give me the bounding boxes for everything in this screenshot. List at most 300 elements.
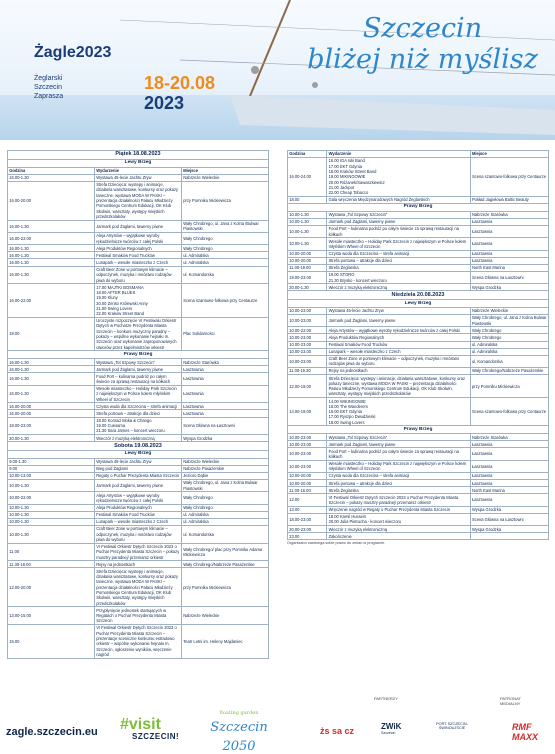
event-time: 13.00-15.00 (8, 607, 95, 625)
event-description: Jarmark pod Żaglami, tawerny piwne (327, 441, 470, 448)
event-time: 16.00-24.00 (288, 158, 327, 197)
event-place: Łasztownia (470, 257, 548, 264)
event-place: Wały Chrobrego/ plac przy Pomniku Adama Mickiewicza (182, 543, 269, 561)
schedule-row (8, 561, 269, 568)
schedule-row (288, 526, 549, 533)
event-description: Strefa Żeglarska (327, 264, 470, 271)
zagle-logo: Żagle2023 (34, 44, 112, 61)
event-description: Aleja Artystów – wyjątkowe wyroby rękodzielnicze twórców z całej Polski (327, 327, 470, 334)
event-time: 10.00-23.00 (288, 315, 327, 327)
schedule-row (288, 348, 549, 355)
schedule-row (8, 259, 269, 266)
event-time: 10.00-23.00 (288, 341, 327, 348)
event-place: Łasztownia (182, 403, 269, 410)
event-place: Plac Solidarności (182, 317, 269, 351)
event-place: Łasztownia (182, 410, 269, 417)
event-description: Jarmark pod Żaglami, tawerny piwne (327, 315, 470, 327)
event-time: 16.00-1.30 (8, 245, 95, 252)
partner-zwik-sub: Szczecin (381, 731, 396, 735)
event-description: Strefa portowa – atrakcje dla dzieci (327, 480, 470, 487)
event-time: 10.00-1.30 (8, 518, 95, 525)
schedule-row (8, 410, 269, 417)
schedule-row (288, 494, 549, 506)
event-description: Wystawa 45-lecie Jachtu Zryw (327, 307, 470, 314)
event-description: Food Port – kulinarna podróż po całym świecie za sprawą restauracji na kółkach (327, 448, 470, 460)
schedule-row (288, 506, 549, 513)
schedule-row (8, 518, 269, 525)
schedule-row (8, 317, 269, 351)
event-place: Wały Chrobrego, ul. Jana z Kolna /Bulwar Piastowski (182, 220, 269, 232)
event-time: 16.00-1.30 (8, 366, 95, 373)
brand-line: Zaprasza (34, 93, 64, 100)
event-time: 11.00-15.30 (288, 368, 327, 375)
event-description: 16.00 IGA Iski Band 17.00 EKT Gdynia 18.00 Kraków Street Band 19.00 MIKINGOWIE 20.00 Różanek/Sawaszkiewicz 21.00 Jackpot 22.00 Cheap Tobacco (327, 158, 470, 197)
event-description: Strefa Dziecięca: wystepy i animacje, działania warsztatowe, konkursy oraz pokazy taneczne, wystawa MODA W PASKI – prezentacja działalności Pałacu Młodzieży Pomorskiego Centrum Edukacji, OK Klub Skolwin, warsztaty, występy miejskich przedszkolaków (95, 568, 182, 607)
event-description: Wieczór z muzyką elektroniczną (327, 526, 470, 533)
event-description: Craft Beer Zone w portowym klimacie – odpoczynek, muzyka i mnóstwo rodzajów piwa do wyboru (95, 526, 182, 544)
event-time: 16.00-20.00 (8, 403, 95, 410)
event-place: Scena szantowo-folkowa przy Centaurze (470, 158, 548, 197)
event-description: Jarmark pod Żaglami, tawerny piwne (327, 218, 470, 225)
event-description: Czysta woda dla Szczecina – strefa animacji (327, 473, 470, 480)
schedule-row (8, 526, 269, 544)
event-description: Wesołe miasteczko – Holiday Park Szczecin z największym w Polsce kołem młyńskim Wheel of Szczecin (327, 238, 470, 250)
schedule-row (8, 220, 269, 232)
schedule-row (8, 504, 269, 511)
schedule-row (288, 368, 549, 375)
event-place: Łasztownia (470, 225, 548, 237)
event-time: 16.00-20.00 (8, 181, 95, 220)
event-description: 18.00 Konrad Słoka & Chango 19.00 Cuesama 21.30 Sara James – koncert wieczoru (95, 417, 182, 435)
schedule-row (288, 533, 549, 540)
event-description: Lunapark – wesołe miasteczko z Czech (327, 348, 470, 355)
schedule-row (8, 568, 269, 607)
event-description: Wesołe miasteczko – Holiday Park Szczecin z największym w Polsce kołem młyńskim Wheel of Szczecin (95, 385, 182, 403)
event-place (470, 533, 548, 540)
campaign-title (300, 14, 545, 76)
schedule-row (288, 375, 549, 398)
schedule-row (8, 435, 269, 442)
schedule-row (288, 271, 549, 283)
event-place: Łasztownia (182, 366, 269, 373)
event-time: 12.00 (288, 494, 327, 506)
event-place: Scena szantowo-folkowa przy Centaurze (182, 284, 269, 318)
event-place: Nabrzeże Starówka (470, 211, 548, 218)
event-place: Nabrzeże Wieleckie (182, 174, 269, 181)
schedule-row (8, 492, 269, 504)
event-place: ul. Komandorska (182, 266, 269, 284)
zone-header (288, 426, 549, 434)
schedule-row (8, 624, 269, 658)
schedule-row (288, 315, 549, 327)
column-header-event: Wydarzenie (327, 151, 470, 158)
schedule-row (288, 441, 549, 448)
event-time: 10.00-1.30 (288, 238, 327, 250)
floating-garden-caption: floating garden (219, 710, 259, 716)
event-description: Festiwal Smaków Food Trucków (95, 511, 182, 518)
event-description: Aleja Produktów Regionalnych (95, 504, 182, 511)
event-description: Gala wręczenia Międzynarodowych Nagród Żeglarskich (327, 196, 470, 203)
zone-header (8, 351, 269, 359)
schedule-row (288, 460, 549, 472)
event-time: 10.00-23.00 (288, 334, 327, 341)
brand-tagline (34, 74, 63, 101)
schedule-row (8, 511, 269, 518)
schedule-row (288, 398, 549, 426)
schedule-row (288, 355, 549, 367)
floating-garden-wordmark: Szczecin 2050 (210, 720, 268, 754)
zone-label: Lewy Brzeg (288, 300, 549, 308)
event-description: Rejsy na jednostkach (327, 368, 470, 375)
event-place: Łasztownia (470, 441, 548, 448)
schedule-row (8, 266, 269, 284)
event-place: Scena Główna na Łasztowni (470, 271, 548, 283)
zone-header (8, 451, 269, 459)
media-logo-rmf: RMF MAXX (512, 722, 539, 742)
event-time: 10.00-1.30 (8, 480, 95, 492)
event-place: Nabrzeże Pasażerskie (182, 465, 269, 472)
campaign-title-line1: Szczecin (362, 13, 483, 44)
schedule-row (288, 513, 549, 525)
event-description: Food Port – kulinarna podróż po całym świecie za sprawą restauracji na kółkach (95, 373, 182, 385)
event-description: Wystawa 45-lecie Jachtu Zryw (95, 458, 182, 465)
event-place: Wyspa Grodzka (470, 506, 548, 513)
schedule-row (8, 366, 269, 373)
event-time: 19.00-23.00 (288, 271, 327, 283)
zone-header (288, 300, 549, 308)
day-header (288, 291, 549, 300)
schedule-row (8, 480, 269, 492)
event-time: 13.00 (288, 506, 327, 513)
zone-label: Prawy Brzeg (288, 204, 549, 212)
event-time: 23.00 (288, 533, 327, 540)
schedule-row (8, 359, 269, 366)
event-place: Wały Chrobrego (470, 327, 548, 334)
event-description: VI Festiwal Orkiestr Dętych Szczecin 2023 o Puchar Prezydenta Miasta Szczecin – pokazy musztry paradnej/ przemarsz orkiestr (95, 543, 182, 561)
partner-logo-zwik (381, 722, 401, 735)
schedule-row (8, 543, 269, 561)
event-description: Wręczenie nagród w Regaty o Puchar Prezydenta Miasta Szczecin (327, 506, 470, 513)
event-dates: 18-20.08 (144, 73, 216, 93)
zone-label: Prawy Brzeg (288, 426, 549, 434)
event-description: Lunapark – wesołe miasteczko z Czech (95, 518, 182, 525)
event-place: Łasztownia (470, 494, 548, 506)
event-place: przy Pomniku Mickiewicza (470, 375, 548, 398)
schedule-table-left (8, 151, 269, 659)
schedule-row (288, 238, 549, 250)
event-time: 10.00-1.30 (288, 218, 327, 225)
event-description: Czysta woda dla Szczecina – strefa animacji (327, 250, 470, 257)
event-place: Wały Chrobrego, ul. Jana z Kolna Bulwar Piastowski (470, 315, 548, 327)
event-place: Wały Chrobrego (182, 504, 269, 511)
schedule-row (288, 158, 549, 197)
event-time: 9.00 (8, 465, 95, 472)
event-time: 12.00-20.00 (8, 568, 95, 607)
schedule-row (288, 225, 549, 237)
event-place: Wały Chrobrego, ul. Jana z Kolna Bulwar Piastowski (182, 480, 269, 492)
event-place: Wały Chrobrego (182, 492, 269, 504)
event-place: Łasztownia (470, 473, 548, 480)
media-patron-label: PATRONAT MEDIALNY (500, 696, 521, 706)
schedule-column-left (7, 150, 269, 659)
schedule-row (288, 448, 549, 460)
event-time: 16.00-1.30 (8, 220, 95, 232)
schedule-row (8, 607, 269, 625)
partner-logo-port: PORT SZCZECIN-ŚWINOUJŚCIE (436, 722, 468, 730)
event-description: Aleja Produktów Regionalnych (327, 334, 470, 341)
schedule-row (288, 327, 549, 334)
visit-city: SZCZECIN! (132, 732, 180, 741)
event-time: 16.00-1.30 (8, 385, 95, 403)
event-place: Łasztownia (470, 480, 548, 487)
partner-zwik-name: ZWiK (381, 722, 402, 731)
zone-label: Lewy Brzeg (8, 451, 269, 459)
event-place: North East Marina (470, 487, 548, 494)
event-place: Łasztownia (470, 250, 548, 257)
event-place: Łasztownia (182, 373, 269, 385)
event-time: 10.00-13.00 (8, 472, 95, 479)
event-time: 10.00-1.30 (8, 504, 95, 511)
schedule-row (288, 196, 549, 203)
event-place: ul. Admiralska (182, 252, 269, 259)
event-time: 10.00-1.30 (288, 211, 327, 218)
event-time: 10.00-23.00 (288, 460, 327, 472)
event-description: Wesołe miasteczko – Holiday Park Szczecin z największym w Polsce kołem młyńskim Wheel of Szczecin (327, 460, 470, 472)
event-description: Wystawa „Tol Szpowy Szczecin” (327, 211, 470, 218)
day-header (8, 151, 269, 160)
schedule-table-right (288, 151, 549, 540)
event-place: Nabrzeże Wieleckie (470, 307, 548, 314)
event-place: przy Pomniku Mickiewicza (182, 181, 269, 220)
day-label: Sobota 19.08.2023 (8, 442, 269, 451)
event-time: 15.00 (8, 624, 95, 658)
event-time: 16.00-1.30 (8, 266, 95, 284)
event-place: Wyspa Grodzka (470, 284, 548, 291)
event-description: Przypłynięcie jednostek startujących w Regatach o Puchar Prezydenta Miasta Szczecin (95, 607, 182, 625)
schedule-row (288, 334, 549, 341)
event-place: Nabrzeże Starówka (182, 359, 269, 366)
schedule-row (288, 284, 549, 291)
brand-line: Żeglarski (34, 75, 63, 82)
event-place: Jezioro Dąbie (182, 472, 269, 479)
event-place: Wały Chrobrego (470, 334, 548, 341)
schedule-row (288, 250, 549, 257)
event-time: 16.00-1.30 (8, 259, 95, 266)
zone-header (8, 159, 269, 167)
event-year: 2023 (144, 93, 185, 113)
day-label: Piątek 18.08.2023 (8, 151, 269, 160)
schedule-row (288, 487, 549, 494)
event-description: 17.00 MAJTKI BOSMANA 18.00 AFTER BLUES 19.00 Kluny 20.00 Zenito Królewski Anny 21.00 Swing Lovers 22.00 Kraków Street Band (95, 284, 182, 318)
brand-line: Szczecin (34, 84, 63, 91)
zone-label: Prawy Brzeg (8, 351, 269, 359)
schedule-row (8, 403, 269, 410)
event-place: Nabrzeże Wieleckie (182, 458, 269, 465)
event-description: Craft Beer Zone w portowym klimacie – odpoczynek, muzyka i mnóstwo rodzajów piwa do wyboru (95, 266, 182, 284)
event-description: Strefa Dziecięca: wystepy i animacje, działania warsztatowe, konkursy oraz pokazy taneczne, wystawa MODA W PASKI – prezentacja działalności Pałacu Młodzieży Pomorskiego Centrum Edukacji, OK Klub Skolwin, warsztaty, występy miejskich przedszkolaków (327, 375, 470, 398)
event-description: Festiwal Smaków Food Trucków (327, 341, 470, 348)
event-description: Regaty o Puchar Prezydenta Miasta Szczecin (95, 472, 182, 479)
event-place: Łasztownia (182, 385, 269, 403)
schedule-row (8, 373, 269, 385)
event-description: Wystawa „Tol Szpowy Szczecin” (327, 434, 470, 441)
event-time: 12.00-19.00 (288, 375, 327, 398)
event-time: 9.00-1.30 (8, 458, 95, 465)
website-link[interactable]: zagle.szczecin.eu (6, 726, 98, 738)
event-description: Strefa Żeglarska (327, 487, 470, 494)
event-time: 10.00-23.00 (288, 448, 327, 460)
schedule-row (8, 252, 269, 259)
event-time: 16.00-20.00 (8, 410, 95, 417)
event-place: Nabrzeże Starówka (470, 434, 548, 441)
event-description: Aleja Artystów – wyjątkowe wyroby rękodzielnicze twórców z całej Polski (95, 492, 182, 504)
event-time: 16.00-1.30 (8, 373, 95, 385)
event-place: Scena Główna na Łasztowni (182, 417, 269, 435)
event-place: Wyspa Grodzka (470, 526, 548, 533)
column-header-row (288, 151, 549, 158)
event-description: Rejsy na jednostkach (95, 561, 182, 568)
event-description: Wieczór z muzyką elektroniczną (327, 284, 470, 291)
event-description: Wystawa „Tol Szpowy Szczecin” (95, 359, 182, 366)
event-description: Craft Beer Zone w portowym klimacie – odpoczynek, muzyka i mnóstwo rodzajów piwa do wyboru (327, 355, 470, 367)
event-description: Uroczyste rozpoczęcie VI Festiwalu Orkiestr Dętych w Pucharze Prezydenta Miasta Szczecin – konkurs muzyczny paradny – pokazy – wspólne wykonanie hejnału m. Szczecin oraz wykonanie zaproponowanych utworów przez kapelmistrzów orkiestr (95, 317, 182, 351)
schedule-row (8, 181, 269, 220)
event-time: 11.00-16.00 (288, 487, 327, 494)
event-description: Strefa Dziecięca: wystepy i animacje, działania warsztatowe, konkursy oraz pokazy taneczne, wystawa MODA W PASKI – prezentacja działalności Pałacu Młodzieży Pomorskiego Centrum Edukacji, OK Klub Skolwin, warsztaty, występy miejskich przedszkolaków (95, 181, 182, 220)
event-time: 18.00 (288, 196, 327, 203)
schedule-row (8, 245, 269, 252)
event-time: 16.00-22.00 (8, 284, 95, 318)
event-place: Łasztownia (470, 218, 548, 225)
event-time: 18.00-23.00 (288, 513, 327, 525)
event-time: 10.00-20.00 (288, 257, 327, 264)
event-place: Scena Główna na Łasztowni (470, 513, 548, 525)
visit-szczecin-logo (120, 716, 179, 741)
event-place: North East Marina (470, 264, 548, 271)
event-time: 10.00-20.00 (288, 473, 327, 480)
event-description: 18.00 Kamil Hussein 20.00 Julia Pietrucha - koncert wieczoru (327, 513, 470, 525)
schedule-row (288, 264, 549, 271)
zone-header (288, 204, 549, 212)
event-description: VI Festiwal Orkiestr Dętych Szczecin 2023 o Puchar Prezydenta Miasta Szczecin – pokazy musztry paradnej/ przemarsz orkiestr (327, 494, 470, 506)
event-time: 10.00-1.30 (288, 225, 327, 237)
column-header-place: Miejsce (470, 151, 548, 158)
event-description: Wystawa 45-lecie Jachtu Zryw (95, 174, 182, 181)
event-time: 14.00-19.00 (288, 398, 327, 426)
event-description: Lunapark – wesołe miasteczko z Czech (95, 259, 182, 266)
event-time: 16.00-1.30 (8, 174, 95, 181)
schedule-row (8, 385, 269, 403)
schedule-row (288, 480, 549, 487)
event-description: Festiwal Smaków Food Trucków (95, 252, 182, 259)
column-header-place: Miejsce (182, 167, 269, 174)
event-description: Aleja Produktów Regionalnych (95, 245, 182, 252)
event-description: 14.00 WIKINGOWIE 15.00 The Wanderers 16.00 EKT Gdynia 17.00 Ryszpo Dwudzieski 18.00 Swing Lovers (327, 398, 470, 426)
event-place: Pokład Jagiełowa Baltic Beauty (470, 196, 548, 203)
day-label: Niedziela 20.08.2023 (288, 291, 549, 300)
schedule-row (8, 472, 269, 479)
footer (0, 686, 555, 754)
event-time: 16.00-1.30 (8, 359, 95, 366)
event-place: ul. Komandorska (182, 526, 269, 544)
event-time: 10.00-20.00 (288, 250, 327, 257)
schedule-row (288, 473, 549, 480)
event-description: Aleja Artystów – wyjątkowe wyroby rękodzielnicze twórców z całej Polski (95, 232, 182, 244)
schedule-row (288, 307, 549, 314)
event-description: Zakończenie (327, 533, 470, 540)
column-header-row (8, 167, 269, 174)
event-place: ul. Admiralska (470, 341, 548, 348)
header-banner (0, 0, 555, 140)
column-header-time: Godzina (8, 167, 95, 174)
event-time: 11.00-19.00 (288, 264, 327, 271)
event-description: Czysta woda dla Szczecina – strefa animacji (95, 403, 182, 410)
event-time: 10.00-20.00 (288, 480, 327, 487)
event-time: 10.00-23.00 (288, 441, 327, 448)
event-place: Wały Chrobrego (182, 245, 269, 252)
event-time: 16.00-22.00 (8, 232, 95, 244)
schedule-row (8, 174, 269, 181)
event-time: 18.00 (8, 317, 95, 351)
event-time: 20.00-1.30 (8, 435, 95, 442)
event-place: Łasztownia (470, 448, 548, 460)
visit-hashtag: #visit (120, 716, 161, 733)
event-description: VI Festiwal Orkiestr Dętych Szczecin 2023 o Puchar Prezydenta Miasta Szczecin – prezentacje sceniczne konkursu estradowo orkiestr – wspólne wykonanie hejnału m. Szczecin, ogłoszenie wyników, wręczenie nagród (95, 624, 182, 658)
event-place: Wały Chrobrego (182, 232, 269, 244)
event-place: Teatr Letni im. Heleny Majdaniec (182, 624, 269, 658)
partner-logo-1: żs sa cz (320, 726, 355, 736)
event-description: Jarmark pod Żaglami, tawerny piwne (95, 220, 182, 232)
event-time: 11.00 (8, 543, 95, 561)
schedule-row (8, 417, 269, 435)
event-description: Bieg pod Żaglami (95, 465, 182, 472)
event-place: ul. Admiralska (182, 511, 269, 518)
event-description: Wieczór z muzyką elektroniczną (95, 435, 182, 442)
schedule-row (8, 284, 269, 318)
event-time: 11.30-18.00 (8, 561, 95, 568)
event-place: Scena szantowo-folkowa przy Centaurze (470, 398, 548, 426)
event-time: 10.00-23.00 (288, 434, 327, 441)
event-description: Strefa portowa – atrakcje dla dzieci (327, 257, 470, 264)
event-time: 10.00-22.00 (288, 327, 327, 334)
event-place: Wyspa Grodzka (182, 435, 269, 442)
schedule-column-right (287, 150, 549, 545)
event-time: 20.00-23.00 (288, 526, 327, 533)
event-place: ul. Admiralska (182, 518, 269, 525)
floating-garden-logo (204, 710, 274, 754)
schedule-row (288, 211, 549, 218)
event-time: 10.00-1.30 (8, 511, 95, 518)
event-time: 20.00-1.30 (288, 284, 327, 291)
partners-label: PARTNERZY (374, 696, 398, 701)
day-header (8, 442, 269, 451)
schedule-row (8, 458, 269, 465)
event-place: ul. Komandorska (470, 355, 548, 367)
event-time: 10.00-22.00 (8, 492, 95, 504)
zone-label: Lewy Brzeg (8, 159, 269, 167)
event-place: ul. Admiralska (470, 348, 548, 355)
schedule-row (8, 232, 269, 244)
column-header-event: Wydarzenie (95, 167, 182, 174)
organizer-note: Organizator zastrzega sobie prawo do zmian w programie. (287, 541, 386, 546)
column-header-time: Godzina (288, 151, 327, 158)
event-place: Łasztownia (470, 238, 548, 250)
event-place: Wały Chrobrego/Nabrzeże Pasażerskie (182, 561, 269, 568)
schedule-row (288, 341, 549, 348)
event-description: Jarmark pod Żaglami, tawerny piwne (95, 480, 182, 492)
event-place: Wały Chrobrego/Nabrzeże Pasażerskie (470, 368, 548, 375)
event-time: 10.00-23.00 (288, 307, 327, 314)
